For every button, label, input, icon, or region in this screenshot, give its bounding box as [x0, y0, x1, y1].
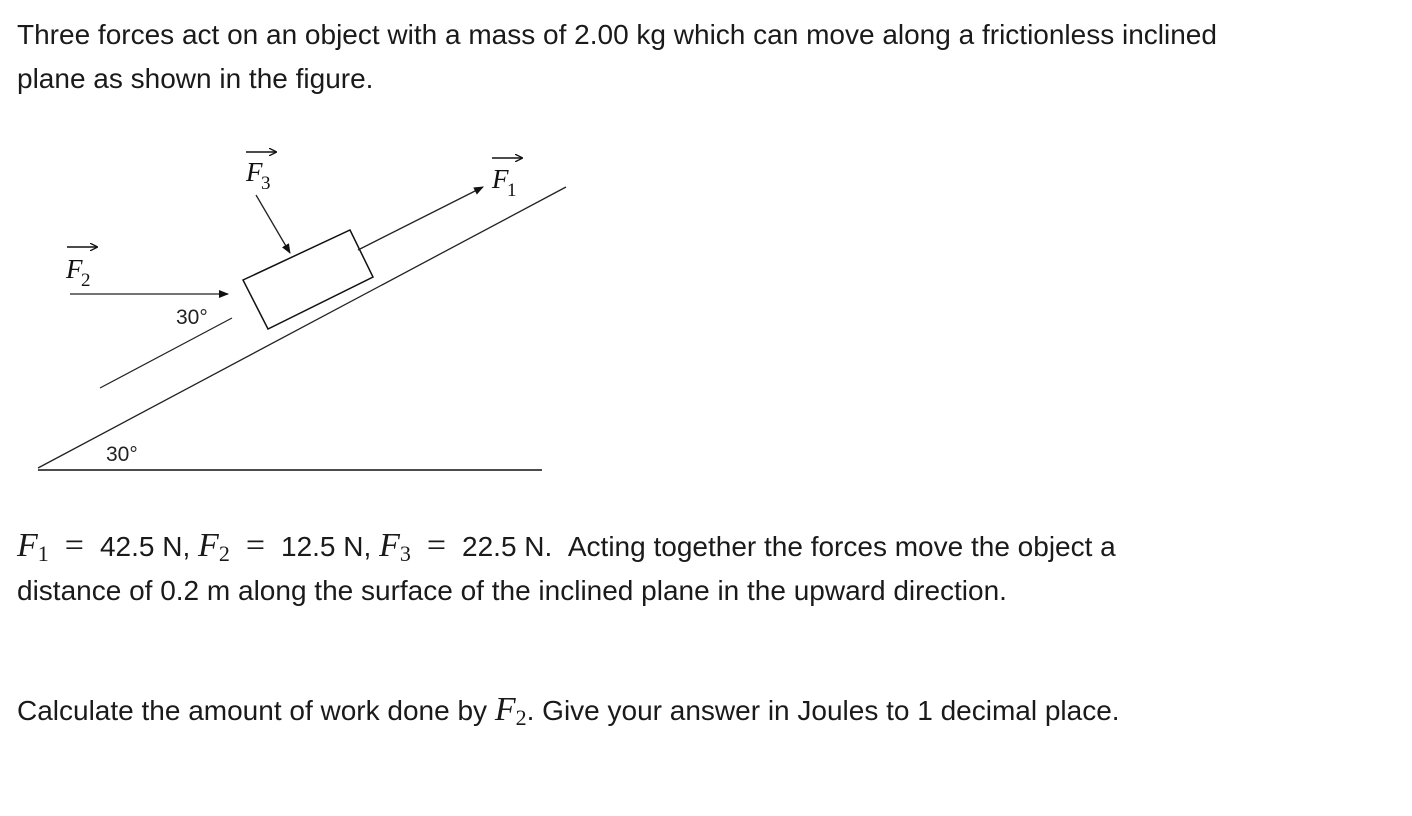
- block: [243, 230, 373, 329]
- inclined-plane-figure: [0, 130, 600, 485]
- question-text-after: . Give your answer in Joules to 1 decimal place.: [526, 695, 1120, 726]
- equals-sign: =: [426, 527, 447, 564]
- intro-text: Three forces act on an object with a mass of 2.00 kg which can move along a frictionless inclined plane as shown in the figure.: [17, 19, 1217, 94]
- f1-label: F: [492, 164, 509, 194]
- f2-symbol: $F_2$: [198, 527, 230, 566]
- f3-symbol: $F_3$: [379, 527, 411, 566]
- angle-label-bottom: 30°: [106, 443, 138, 466]
- question-text-before: Calculate the amount of work done by: [17, 695, 488, 726]
- equals-sign: =: [245, 527, 265, 564]
- values-paragraph: [17, 524, 1197, 613]
- values-rest-text: Acting together the forces move the object a distance of 0.2 m along the surface of the inclined plane in the upward direction.: [17, 531, 1116, 606]
- f1-value: 42.5 N,: [99, 531, 191, 562]
- equals-sign: =: [64, 527, 84, 564]
- f2-label-sub: 2: [81, 270, 91, 291]
- f2-value: 12.5 N,: [281, 531, 372, 562]
- intro-paragraph: [17, 13, 1217, 101]
- question-f2-symbol: $F_2$: [494, 691, 527, 730]
- f1-symbol: $F_1$: [17, 527, 49, 566]
- angle-label-top: 30°: [176, 306, 208, 329]
- question-paragraph: [17, 688, 1197, 733]
- incline-surface: [38, 187, 566, 468]
- f3-value: 22.5 N.: [462, 531, 553, 562]
- f3-label-sub: 3: [261, 173, 271, 194]
- f1-label-sub: 1: [507, 180, 517, 201]
- f2-label: F: [66, 254, 83, 284]
- reference-line: [100, 318, 232, 388]
- f3-label: F: [246, 157, 263, 187]
- f3-arrow: [256, 195, 290, 253]
